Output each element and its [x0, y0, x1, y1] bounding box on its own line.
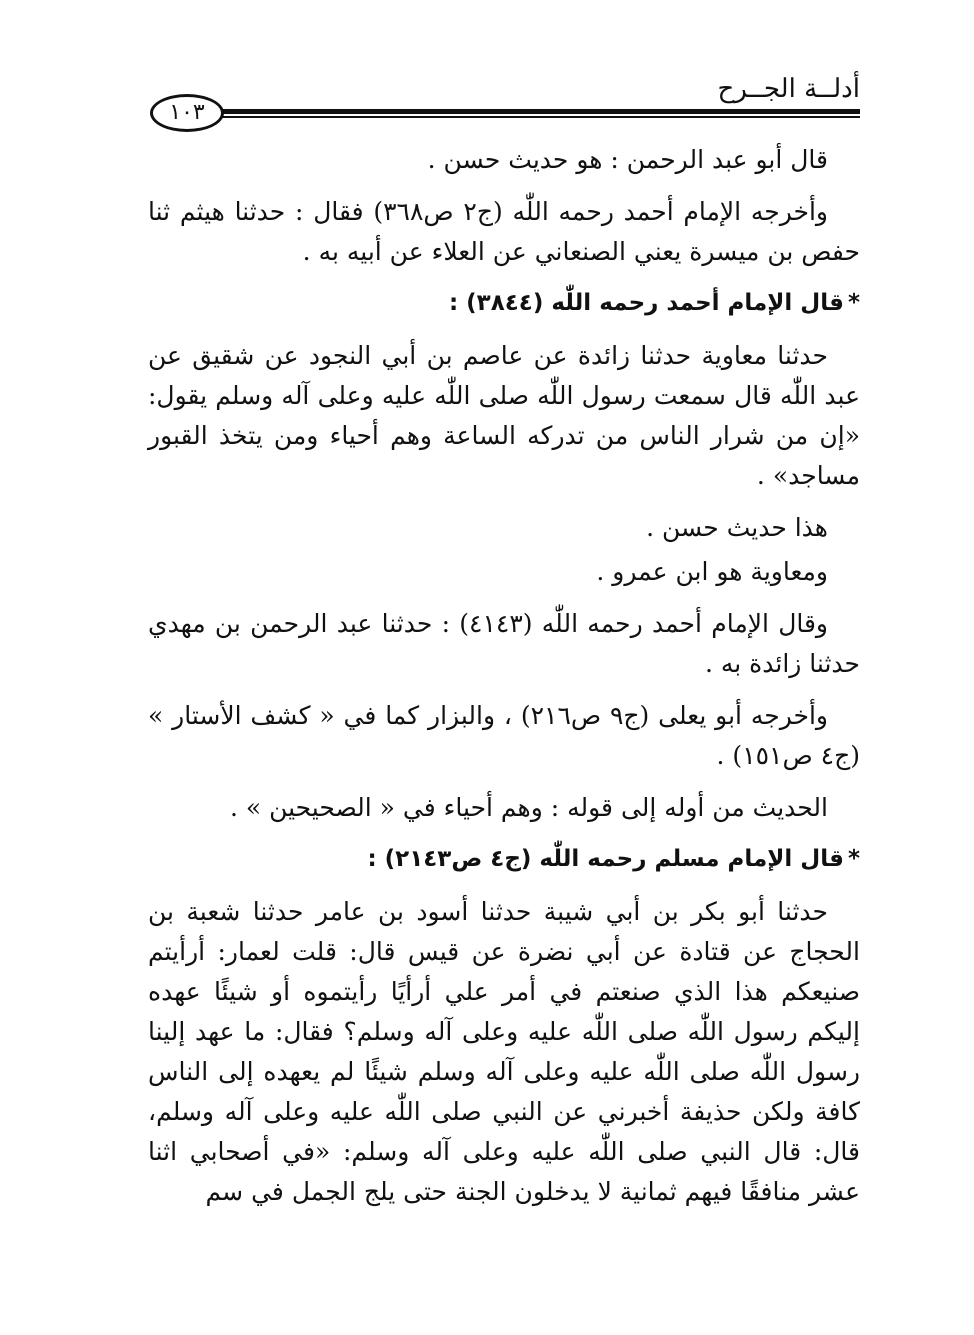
- header-rule-thick: [216, 109, 860, 114]
- header-rule: [216, 109, 860, 119]
- paragraph-3: حدثنا معاوية حدثنا زائدة عن عاصم بن أبي النجود عن شقيق عن عبد اللّٰه قال سمعت رسول اللّٰه صلى اللّٰه عليه وعلى آله وسلم يقول: «إن من شرار الناس من تدركه الساعة وهم أحياء ومن يتخذ القبور مساجد» .: [148, 341, 860, 490]
- section-heading-muslim: [148, 840, 860, 878]
- section-heading-ahmad-3844: [148, 284, 860, 322]
- paragraph-6: وقال الإمام أحمد رحمه اللّٰه (٤١٤٣) : حدثنا عبد الرحمن بن مهدي حدثنا زائدة به .: [148, 609, 860, 678]
- heading-text: قال الإمام أحمد رحمه اللّٰه (٣٨٤٤) :: [448, 290, 844, 316]
- paragraph-9: حدثنا أبو بكر بن أبي شيبة حدثنا أسود بن عامر حدثنا شعبة بن الحجاج عن قتادة عن أبي نضرة عن قيس قال: قلت لعمار: أرأيتم صنيعكم هذا الذي صنعتم في أمر علي أرأيًا رأيتموه أو شيئًا عهده إليكم رسول اللّٰه صلى اللّٰه عليه وعلى آله وسلم؟ فقال: ما عهد إلينا رسول اللّٰه صلى اللّٰه عليه وعلى آله وسلم شيئًا لم يعهده إلى الناس كافة ولكن حذيفة أخبرني عن النبي صلى اللّٰه عليه وعلى آله وسلم، قال: قال النبي صلى اللّٰه عليه وعلى آله وسلم: «في أصحابي اثنا عشر منافقًا فيهم ثمانية لا يدخلون الجنة حتى يلج الجمل في سم: [148, 897, 860, 1206]
- page-header: [150, 72, 860, 132]
- heading-text: قال الإمام مسلم رحمه اللّٰه (ج٤ ص٢١٤٣) :: [367, 846, 844, 872]
- paragraph-5: ومعاوية هو ابن عمرو .: [596, 557, 828, 586]
- paragraph-1: قال أبو عبد الرحمن : هو حديث حسن .: [427, 145, 828, 174]
- bullet-star-icon: *: [847, 290, 860, 316]
- paragraph-2: وأخرجه الإمام أحمد رحمه اللّٰه (ج٢ ص٣٦٨) فقال : حدثنا هيثم ثنا حفص بن ميسرة يعني الصنعاني عن العلاء عن أبيه به .: [148, 197, 860, 266]
- paragraph-7: وأخرجه أبو يعلى (ج٩ ص٢١٦) ، والبزار كما في « كشف الأستار » (ج٤ ص١٥١) .: [148, 701, 860, 770]
- bullet-star-icon: *: [847, 846, 860, 872]
- running-title: أدلــة الجــرح: [717, 74, 860, 104]
- page-body: [148, 140, 860, 1224]
- header-rule-thin: [216, 116, 860, 118]
- paragraph-8: الحديث من أوله إلى قوله : وهم أحياء في « الصحيحين » .: [229, 793, 828, 822]
- paragraph-4: هذا حديث حسن .: [646, 513, 828, 542]
- page-number-badge: ١٠٣: [150, 94, 224, 132]
